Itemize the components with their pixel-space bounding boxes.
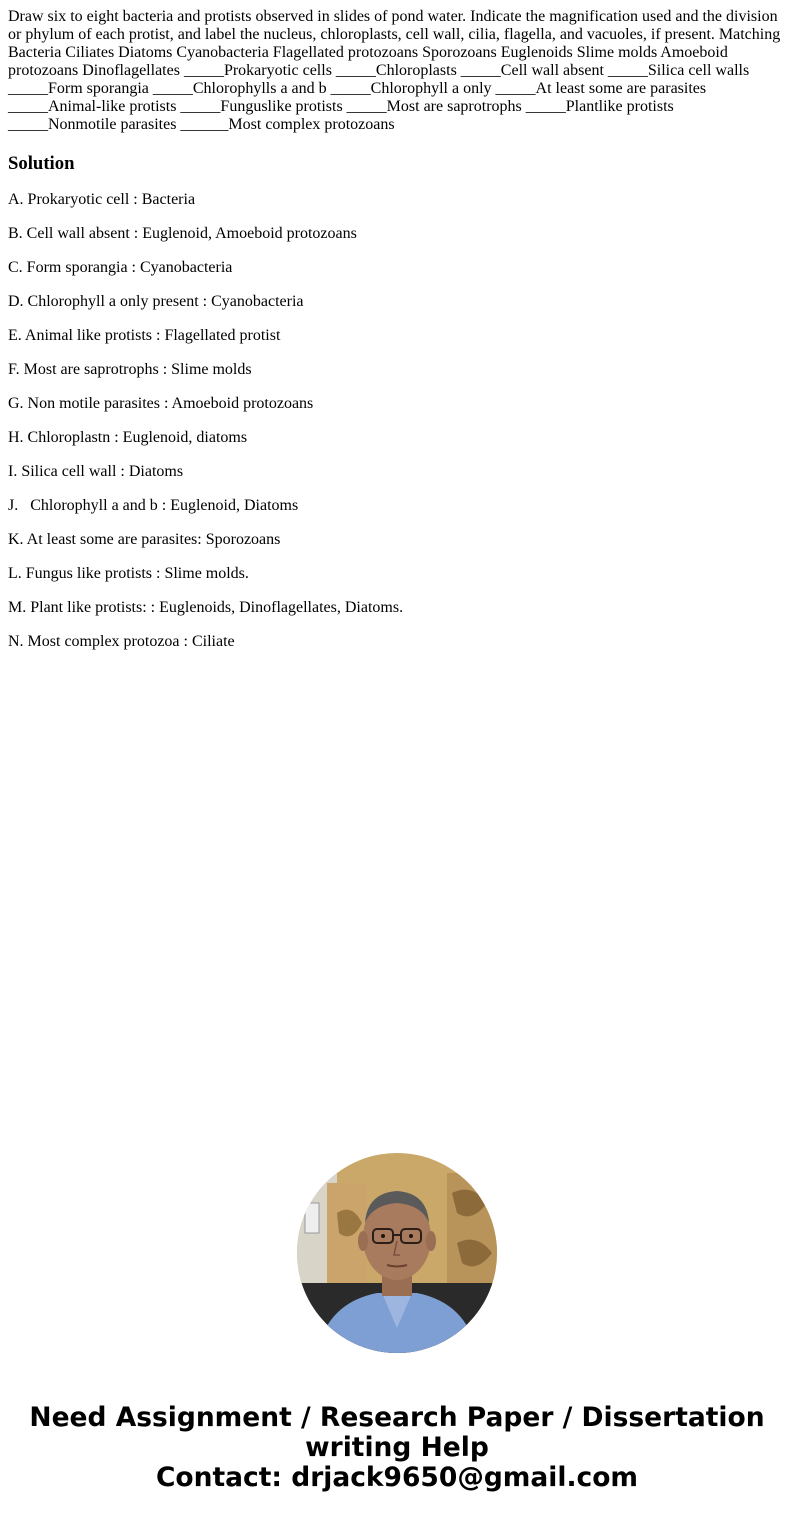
promo-banner: [0, 1403, 794, 1493]
solution-heading: Solution: [8, 153, 75, 174]
answer-item: K. At least some are parasites: Sporozoans: [8, 531, 281, 548]
answer-item: M. Plant like protists: : Euglenoids, Dinoflagellates, Diatoms.: [8, 599, 404, 616]
answer-item: B. Cell wall absent : Euglenoid, Amoeboid protozoans: [8, 225, 357, 242]
question-text: Draw six to eight bacteria and protists observed in slides of pond water. Indicate the magnification used and the division or phylum of each protist, and label the nucleus, chloroplasts, cell wall, cilia, flagella, and vacuoles, if present. Matching Bacteria Ciliates Diatoms Cyanobacteria Flagellated protozoans Sporozoans Euglenoids Slime molds Amoeboid protozoans Dinoflagellates _____Prokaryotic cells _____Chloroplasts _____Cell wall absent _____Silica cell walls _____Form sporangia _____Chlorophylls a and b _____Chlorophyll a only _____At least some are parasites _____Animal-like protists _____Funguslike protists _____Most are saprotrophs _____Plantlike protists _____Nonmotile parasites ______Most complex protozoans: [8, 8, 781, 133]
author-avatar: [297, 1153, 497, 1353]
answer-item: H. Chloroplastn : Euglenoid, diatoms: [8, 429, 248, 446]
answer-item: J. Chlorophyll a and b : Euglenoid, Diatoms: [8, 497, 299, 514]
answer-item: E. Animal like protists : Flagellated protist: [8, 327, 281, 344]
answer-item: D. Chlorophyll a only present : Cyanobacteria: [8, 293, 304, 310]
answer-item: I. Silica cell wall : Diatoms: [8, 463, 184, 480]
answer-item: L. Fungus like protists : Slime molds.: [8, 565, 249, 582]
answer-list: [8, 191, 786, 667]
answer-item: G. Non motile parasites : Amoeboid protozoans: [8, 395, 314, 412]
answer-item: C. Form sporangia : Cyanobacteria: [8, 259, 233, 276]
answer-item: N. Most complex protozoa : Ciliate: [8, 633, 235, 650]
answer-item: A. Prokaryotic cell : Bacteria: [8, 191, 196, 208]
promo-line: writing Help: [305, 1432, 489, 1463]
promo-contact: Contact: drjack9650@gmail.com: [155, 1462, 639, 1493]
promo-line: Need Assignment / Research Paper / Dissertation: [29, 1402, 765, 1433]
author-portrait-image: [297, 1153, 497, 1353]
answer-item: F. Most are saprotrophs : Slime molds: [8, 361, 252, 378]
